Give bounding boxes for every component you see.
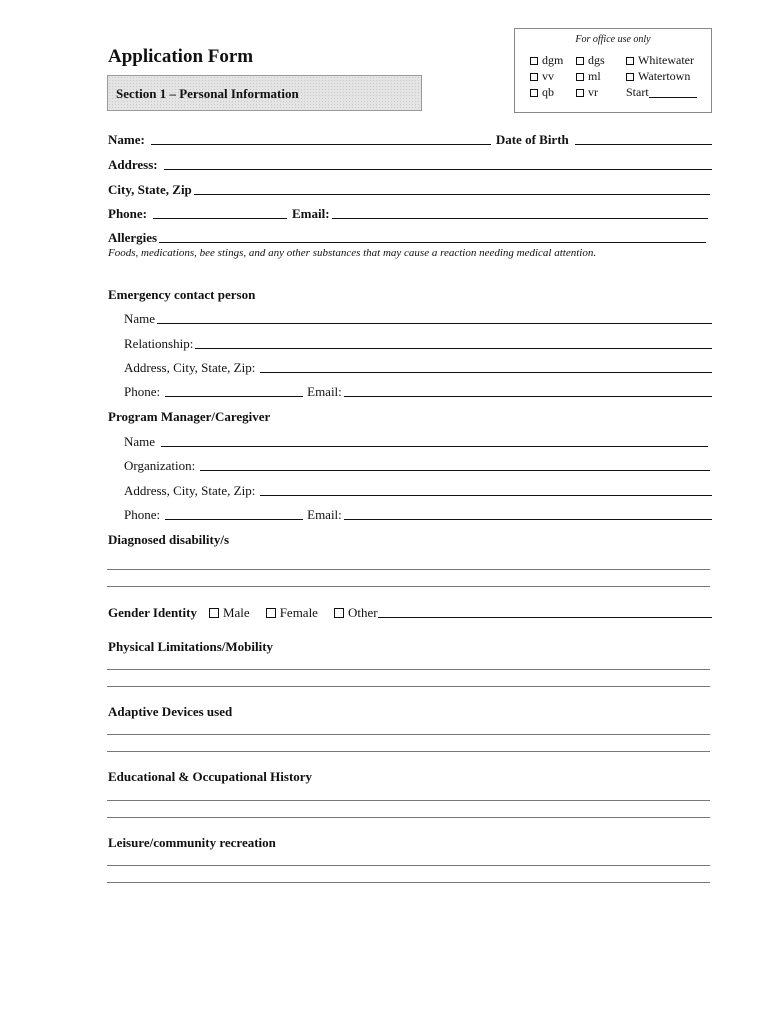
emergency-phone-email-row — [124, 384, 712, 400]
manager-name-row — [124, 434, 708, 450]
phone-email-row — [108, 206, 708, 222]
office-option-dgm[interactable]: dgm — [530, 53, 563, 68]
allergies-row — [108, 230, 706, 246]
manager-organization-label: Organization: — [124, 458, 196, 473]
leisure-heading: Leisure/community recreation — [108, 835, 276, 850]
email-field[interactable] — [332, 218, 708, 219]
office-option-watertown[interactable]: Watertown — [626, 69, 690, 84]
office-option-whitewater[interactable]: Whitewater — [626, 53, 694, 68]
emergency-email-field[interactable] — [344, 396, 712, 397]
office-caption: For office use only — [575, 34, 651, 45]
manager-email-field[interactable] — [344, 519, 712, 520]
office-option-vr[interactable]: vr — [576, 85, 598, 100]
phone-label: Phone: — [108, 206, 147, 221]
address-field[interactable] — [164, 169, 712, 170]
emergency-relationship-label: Relationship: — [124, 336, 194, 351]
start-field[interactable] — [649, 86, 697, 98]
emergency-phone-field[interactable] — [165, 396, 303, 397]
section-header-box — [107, 75, 422, 111]
diagnosed-line-1[interactable] — [107, 569, 710, 570]
section-label: Section 1 – Personal Information — [116, 86, 299, 101]
allergies-label: Allergies — [108, 230, 158, 245]
checkbox-icon[interactable] — [576, 57, 584, 65]
office-option-dgs[interactable]: dgs — [576, 53, 605, 68]
manager-address-field[interactable] — [260, 495, 712, 496]
checkbox-icon[interactable] — [626, 57, 634, 65]
educational-line-1[interactable] — [107, 800, 710, 801]
manager-email-label: Email: — [307, 507, 342, 522]
manager-organization-row — [124, 458, 710, 474]
manager-heading: Program Manager/Caregiver — [108, 409, 271, 424]
email-label: Email: — [292, 206, 330, 221]
adaptive-heading: Adaptive Devices used — [108, 704, 233, 719]
manager-address-label: Address, City, State, Zip: — [124, 483, 256, 498]
checkbox-icon[interactable] — [530, 89, 538, 97]
checkbox-icon[interactable] — [209, 608, 219, 618]
physical-line-2[interactable] — [107, 686, 710, 687]
emergency-address-label: Address, City, State, Zip: — [124, 360, 256, 375]
dob-field[interactable] — [575, 144, 712, 145]
checkbox-icon[interactable] — [576, 89, 584, 97]
manager-phone-email-row — [124, 507, 712, 523]
diagnosed-line-2[interactable] — [107, 586, 710, 587]
manager-name-field[interactable] — [161, 446, 708, 447]
manager-address-row — [124, 483, 712, 499]
checkbox-icon[interactable] — [626, 73, 634, 81]
allergies-field[interactable] — [159, 242, 706, 243]
physical-heading: Physical Limitations/Mobility — [108, 639, 274, 654]
checkbox-icon[interactable] — [530, 73, 538, 81]
office-option-vv[interactable]: vv — [530, 69, 554, 84]
phone-field[interactable] — [153, 218, 287, 219]
gender-option-other[interactable]: Other — [334, 605, 378, 621]
name-field[interactable] — [151, 144, 491, 145]
manager-phone-label: Phone: — [124, 507, 161, 522]
office-use-box — [514, 28, 712, 113]
gender-option-male[interactable]: Male — [209, 605, 250, 621]
manager-name-label: Name — [124, 434, 156, 449]
gender-label: Gender Identity — [108, 605, 197, 620]
leisure-line-1[interactable] — [107, 865, 710, 866]
educational-line-2[interactable] — [107, 817, 710, 818]
gender-row — [108, 605, 712, 621]
gender-option-female[interactable]: Female — [266, 605, 318, 621]
emergency-heading: Emergency contact person — [108, 287, 256, 302]
emergency-address-field[interactable] — [260, 372, 712, 373]
allergies-note: Foods, medications, bee stings, and any other substances that may cause a reaction needing medical attention. — [108, 247, 597, 259]
address-row — [108, 157, 712, 173]
emergency-address-row — [124, 360, 712, 376]
emergency-relationship-field[interactable] — [195, 348, 712, 349]
office-option-ml[interactable]: ml — [576, 69, 601, 84]
office-start: Start — [626, 85, 697, 100]
dob-label: Date of Birth — [495, 132, 569, 147]
leisure-line-2[interactable] — [107, 882, 710, 883]
emergency-email-label: Email: — [307, 384, 342, 399]
address-label: Address: — [108, 157, 158, 172]
emergency-relationship-row — [124, 336, 712, 352]
checkbox-icon[interactable] — [334, 608, 344, 618]
adaptive-line-1[interactable] — [107, 734, 710, 735]
name-dob-row — [108, 132, 712, 148]
physical-line-1[interactable] — [107, 669, 710, 670]
manager-phone-field[interactable] — [165, 519, 303, 520]
city-row — [108, 182, 710, 198]
name-label: Name: — [108, 132, 145, 147]
checkbox-icon[interactable] — [266, 608, 276, 618]
checkbox-icon[interactable] — [576, 73, 584, 81]
office-option-qb[interactable]: qb — [530, 85, 554, 100]
gender-other-field[interactable] — [378, 617, 712, 618]
emergency-name-row — [124, 311, 712, 327]
emergency-name-label: Name — [124, 311, 156, 326]
adaptive-line-2[interactable] — [107, 751, 710, 752]
checkbox-icon[interactable] — [530, 57, 538, 65]
emergency-phone-label: Phone: — [124, 384, 161, 399]
educational-heading: Educational & Occupational History — [108, 769, 313, 784]
emergency-name-field[interactable] — [157, 323, 712, 324]
diagnosed-heading: Diagnosed disability/s — [108, 532, 230, 547]
city-label: City, State, Zip — [108, 182, 192, 197]
form-title: Application Form — [108, 46, 254, 67]
manager-organization-field[interactable] — [200, 470, 710, 471]
city-field[interactable] — [194, 194, 710, 195]
